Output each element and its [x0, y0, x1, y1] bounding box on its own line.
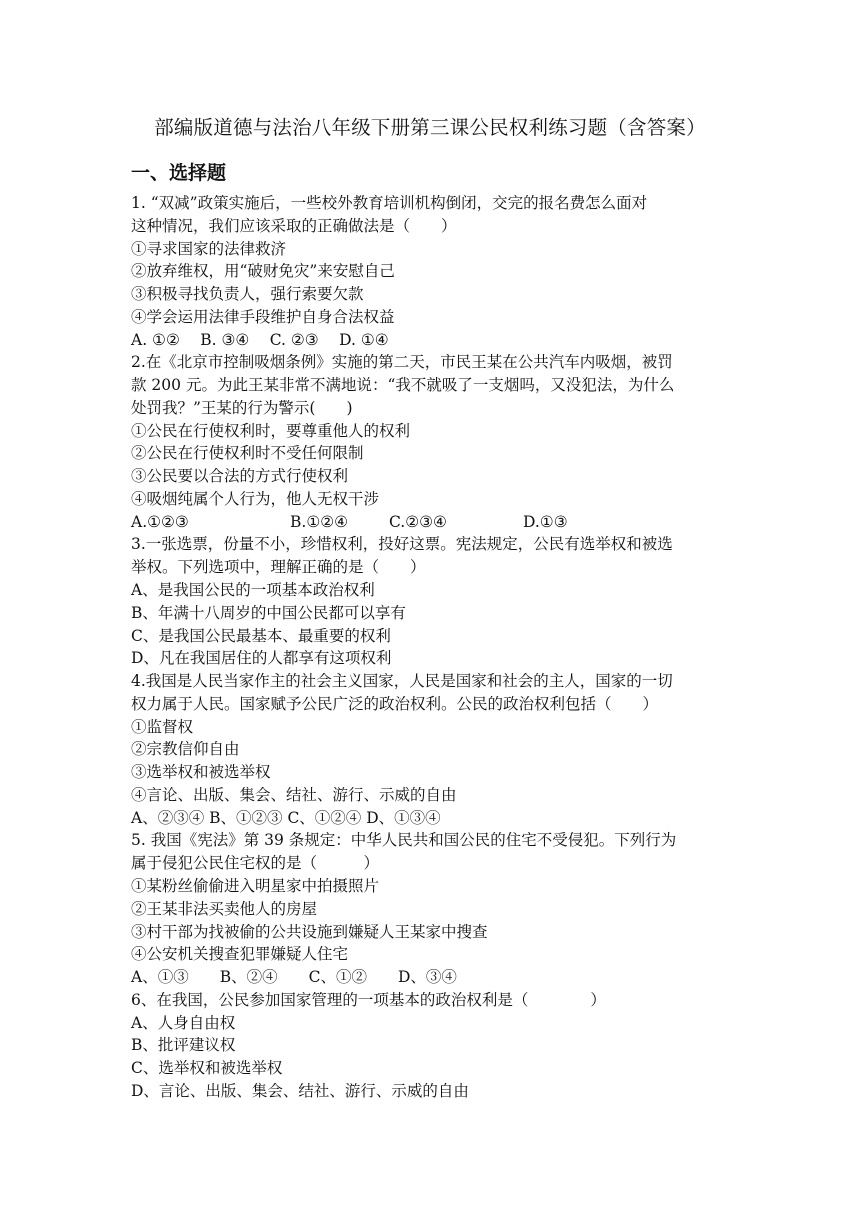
document-title: 部编版道德与法治八年级下册第三课公民权利练习题（含答案）	[154, 116, 706, 139]
question-2-option-d: D.①③	[523, 512, 568, 531]
question-2-statement: ②公民在行使权利时不受任何限制	[131, 444, 364, 463]
question-3-option: A、是我国公民的一项基本政治权利	[131, 581, 375, 600]
question-2-line: 处罚我？”王某的行为警示( )	[131, 398, 353, 417]
question-1-statement: ①寻求国家的法律救济	[131, 239, 287, 258]
section-heading: 一、选择题	[131, 162, 227, 184]
question-3-option: C、是我国公民最基本、最重要的权利	[131, 626, 391, 645]
question-6-line: 6、在我国，公民参加国家管理的一项基本的政治权利是（ ）	[131, 990, 606, 1009]
question-4-statement: ④言论、出版、集会、结社、游行、示威的自由	[131, 785, 457, 804]
question-2-option-a: A.①②③	[131, 512, 189, 531]
question-1-statement: ④学会运用法律手段维护自身合法权益	[131, 307, 395, 326]
question-5-statement: ①某粉丝偷偷进入明星家中拍摄照片	[131, 876, 380, 895]
question-2-statement: ①公民在行使权利时，要尊重他人的权利	[131, 421, 411, 440]
question-1-options: A. ①② B. ③④ C. ②③ D. ①④	[131, 330, 389, 349]
question-5-statement: ③村干部为找被偷的公共设施到嫌疑人王某家中搜查	[131, 922, 488, 941]
question-5-line: 属于侵犯公民住宅权的是（ ）	[131, 854, 380, 873]
question-2-line: 2.在《北京市控制吸烟条例》实施的第二天，市民王某在公共汽车内吸烟，被罚	[131, 353, 673, 372]
question-6-option: B、批评建议权	[131, 1036, 236, 1055]
question-3-line: 3.一张选票，份量不小，珍惜权利，投好这票。宪法规定，公民有选举权和被选	[131, 535, 673, 554]
question-6-option: C、选举权和被选举权	[131, 1059, 283, 1078]
question-2-line: 款 200 元。为此王某非常不满地说：“我不就吸了一支烟吗，又没犯法，为什么	[131, 376, 675, 395]
question-4-line: 4.我国是人民当家作主的社会主义国家，人民是国家和社会的主人，国家的一切	[131, 672, 673, 691]
question-2-options	[131, 511, 731, 534]
question-5-statement: ④公安机关搜查犯罪嫌疑人住宅	[131, 945, 349, 964]
question-2-option-b: B.①②④	[290, 512, 349, 531]
question-1-line: 这种情况，我们应该采取的正确做法是（ ）	[131, 216, 457, 235]
question-1-statement: ②放弃维权，用“破财免灾”来安慰自己	[131, 262, 395, 281]
question-1-statement: ③积极寻找负责人，强行索要欠款	[131, 285, 364, 304]
question-1-line: 1. “双减”政策实施后，一些校外教育培训机构倒闭，交完的报名费怎么面对	[131, 194, 648, 212]
question-4-options: A、②③④ B、①②③ C、①②④ D、①③④	[131, 808, 441, 827]
question-4-statement: ②宗教信仰自由	[131, 740, 240, 759]
question-3-option: D、凡在我国居住的人都享有这项权利	[131, 649, 392, 668]
question-2-statement: ④吸烟纯属个人行为，他人无权干涉	[131, 489, 380, 508]
question-4-line: 权力属于人民。国家赋予公民广泛的政治权利。公民的政治权利包括（ ）	[131, 694, 659, 713]
question-2-option-c: C.②③④	[389, 512, 447, 531]
question-6-option: A、人身自由权	[131, 1013, 236, 1032]
question-3-option: B、年满十八周岁的中国公民都可以享有	[131, 603, 406, 622]
question-2-statement: ③公民要以合法的方式行使权利	[131, 467, 349, 486]
question-3-line: 举权。下列选项中，理解正确的是（ ）	[131, 558, 426, 577]
question-4-statement: ③选举权和被选举权	[131, 763, 271, 782]
question-5-statement: ②王某非法买卖他人的房屋	[131, 899, 318, 918]
question-4-statement: ①监督权	[131, 717, 194, 736]
question-6-option: D、言论、出版、集会、结社、游行、示威的自由	[131, 1081, 469, 1100]
question-list	[131, 192, 731, 1103]
question-5-options: A、①③ B、②④ C、①② D、③④	[131, 968, 457, 987]
question-5-line: 5. 我国《宪法》第 39 条规定：中华人民共和国公民的住宅不受侵犯。下列行为	[131, 831, 677, 850]
